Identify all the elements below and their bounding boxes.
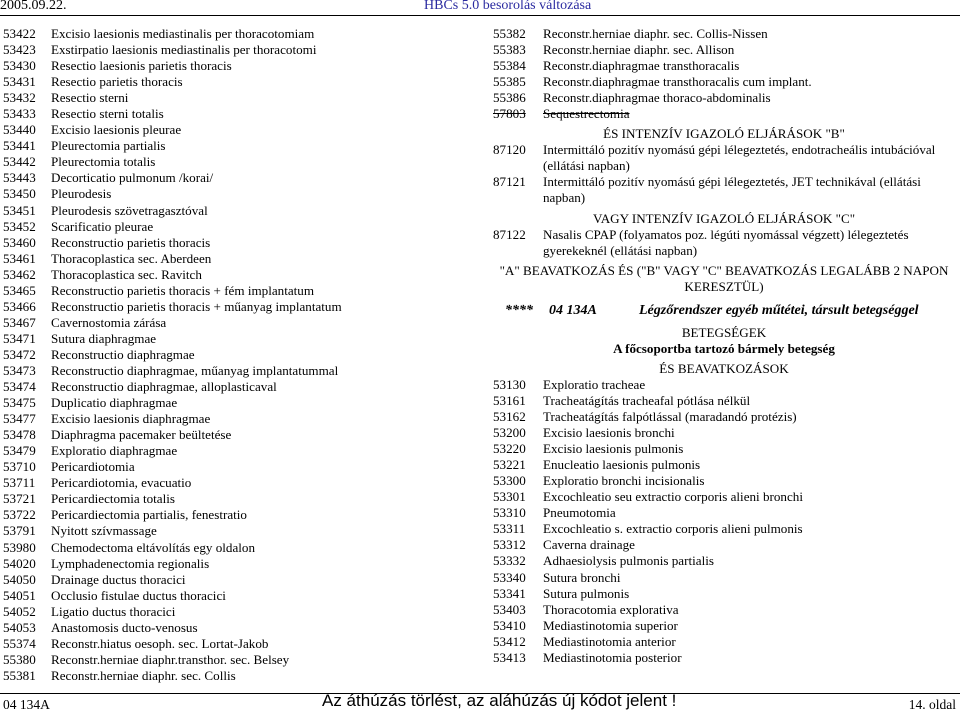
procedure-code: 53311 xyxy=(493,521,526,537)
list-item xyxy=(3,170,473,186)
list-item xyxy=(3,154,473,170)
list-item xyxy=(493,142,955,174)
list-item xyxy=(493,393,955,409)
procedure-code: 55382 xyxy=(493,26,526,41)
list-item xyxy=(493,489,955,505)
right-top-list xyxy=(493,26,955,122)
procedure-name: Cavernostomia zárása xyxy=(51,314,167,330)
procedure-name: Resectio sterni xyxy=(51,90,129,106)
procedure-code: 55380 xyxy=(3,651,36,667)
procedure-code: 53310 xyxy=(493,505,526,521)
patients-heading: BETEGSÉGEK xyxy=(681,324,767,340)
list-item xyxy=(3,523,473,539)
procedure-code: 53442 xyxy=(3,154,36,170)
list-item xyxy=(3,251,473,267)
procedure-code: 53466 xyxy=(3,298,36,314)
list-item xyxy=(493,106,955,122)
left-column xyxy=(3,26,473,684)
list-item xyxy=(3,588,473,604)
list-item xyxy=(493,602,955,618)
procedure-code: 53477 xyxy=(3,411,36,427)
procedure-name: Pneumotomia xyxy=(543,505,616,521)
procedure-name: Nasalis CPAP (folyamatos poz. légúti nyomással végzett) lélegeztetés gyerekeknél (ellátási napban) xyxy=(543,226,909,258)
procedure-name: Intermittáló pozitív nyomású gépi lélegeztetés, endotracheális intubációval (ellátási napban) xyxy=(543,142,936,174)
procedure-code: 53475 xyxy=(3,395,36,411)
group-code: 04 134A xyxy=(549,302,597,318)
procedure-name: Excochleatio s. extractio corporis alieni pulmonis xyxy=(543,521,803,537)
list-item xyxy=(493,441,955,457)
procedure-name: Exploratio tracheae xyxy=(543,376,646,392)
list-item xyxy=(3,203,473,219)
procedure-code: 87121 xyxy=(493,174,526,190)
procedure-name: Excisio laesionis pulmonis xyxy=(543,441,684,457)
procedure-name: Pleurodesis xyxy=(51,186,112,202)
procedure-name: Exstirpatio laesionis mediastinalis per thoracotomi xyxy=(51,42,317,58)
procedure-code: 53221 xyxy=(493,457,526,473)
procedure-name: Reconstr.herniae diaphr. sec. Allison xyxy=(543,42,735,58)
list-item xyxy=(3,42,473,58)
procedure-name: Adhaesiolysis pulmonis partialis xyxy=(543,553,714,569)
procedure-code: 53980 xyxy=(3,539,36,555)
list-item xyxy=(3,138,473,154)
procedure-name: Resectio parietis thoracis xyxy=(51,74,183,90)
list-item xyxy=(493,586,955,602)
list-item xyxy=(3,443,473,459)
list-item xyxy=(3,491,473,507)
footer-code: 04 134A xyxy=(3,697,50,712)
rule-note: "A" BEAVATKOZÁS ÉS ("B" VAGY "C" BEAVATKOZÁS LEGALÁBB 2 NAPON KERESZTÜL) xyxy=(499,262,949,294)
procedure-code: 87120 xyxy=(493,142,526,158)
right-column xyxy=(493,26,955,666)
procedure-name: Nyitott szívmassage xyxy=(51,523,157,539)
procedure-name: Excisio laesionis pleurae xyxy=(51,122,182,138)
list-item xyxy=(3,106,473,122)
procedure-name: Pericardiotomia, evacuatio xyxy=(51,475,192,491)
procedure-name: Pleurodesis szövetragasztóval xyxy=(51,202,208,218)
procedures-heading: ÉS BEAVATKOZÁSOK xyxy=(659,360,789,376)
header-title: HBCs 5.0 besorolás változása xyxy=(424,0,592,13)
procedure-code: 53450 xyxy=(3,186,36,202)
procedure-code: 53130 xyxy=(493,376,526,392)
list-item xyxy=(3,235,473,251)
list-item xyxy=(3,26,473,42)
procedure-name: Pleurectomia partialis xyxy=(51,138,166,154)
procedure-code: 53478 xyxy=(3,427,36,443)
list-item xyxy=(3,556,473,572)
procedure-name: Occlusio fistulae ductus thoracici xyxy=(51,587,226,603)
procedure-code: 53711 xyxy=(3,475,36,491)
procedure-code: 53413 xyxy=(493,649,526,665)
list-item xyxy=(493,42,955,58)
procedure-name: Sequestrectomia xyxy=(543,106,630,122)
procedure-code: 53721 xyxy=(3,491,36,507)
list-item xyxy=(3,122,473,138)
procedure-name: Mediastinotomia superior xyxy=(543,617,678,633)
procedure-code: 53467 xyxy=(3,314,36,330)
procedure-code: 87122 xyxy=(493,226,526,242)
procedure-name: Mediastinotomia posterior xyxy=(543,649,682,665)
procedure-name: Diaphragma pacemaker beültetése xyxy=(51,427,232,443)
procedure-code: 53340 xyxy=(493,569,526,585)
procedure-code: 54051 xyxy=(3,587,36,603)
footer-page-number: 14. oldal xyxy=(908,697,956,712)
procedure-code: 53471 xyxy=(3,330,36,346)
list-item xyxy=(493,26,955,42)
list-item xyxy=(493,74,955,90)
list-item xyxy=(493,227,955,259)
list-item xyxy=(3,636,473,652)
procedure-name: Enucleatio laesionis pulmonis xyxy=(543,457,701,473)
procedure-code: 57803 xyxy=(493,106,526,122)
procedure-code: 53722 xyxy=(3,507,36,523)
procedure-code: 53465 xyxy=(3,282,36,298)
procedure-code: 53710 xyxy=(3,459,36,475)
icu-c-heading: VAGY INTENZÍV IGAZOLÓ ELJÁRÁSOK "C" xyxy=(592,210,856,226)
procedure-name: Drainage ductus thoracici xyxy=(51,571,186,587)
procedure-code: 53332 xyxy=(493,553,526,569)
procedure-code: 53162 xyxy=(493,409,526,425)
list-item xyxy=(493,618,955,634)
procedure-name: Reconstructio parietis thoracis xyxy=(51,234,211,250)
procedure-name: Tracheatágítás tracheafal pótlása nélkül xyxy=(543,392,751,408)
list-item xyxy=(493,377,955,393)
list-item xyxy=(493,90,955,106)
procedure-name: Pericardiotomia xyxy=(51,459,135,475)
list-item xyxy=(493,457,955,473)
group-stars: **** xyxy=(505,302,533,318)
procedure-code: 53301 xyxy=(493,489,526,505)
procedure-code: 53431 xyxy=(3,74,36,90)
procedure-name: Reconstructio diaphragmae, alloplasticaval xyxy=(51,379,277,395)
list-item xyxy=(493,570,955,586)
list-item xyxy=(493,650,955,666)
procedure-code: 53440 xyxy=(3,122,36,138)
procedure-name: Thoracoplastica sec. Aberdeen xyxy=(51,250,212,266)
patients-subheading: A főcsoportba tartozó bármely betegség xyxy=(613,340,835,356)
procedure-name: Mediastinotomia anterior xyxy=(543,633,676,649)
procedure-code: 53479 xyxy=(3,443,36,459)
group-heading xyxy=(493,303,955,319)
list-item xyxy=(493,521,955,537)
procedure-code: 53403 xyxy=(493,601,526,617)
list-item xyxy=(3,507,473,523)
procedure-code: 53430 xyxy=(3,58,36,74)
list-item xyxy=(493,553,955,569)
procedure-code: 54053 xyxy=(3,619,36,635)
right-bottom-list xyxy=(493,377,955,666)
list-item xyxy=(3,427,473,443)
procedure-code: 53341 xyxy=(493,585,526,601)
procedure-code: 53474 xyxy=(3,379,36,395)
procedure-name: Chemodectoma eltávolítás egy oldalon xyxy=(51,539,255,555)
procedure-name: Exploratio bronchi incisionalis xyxy=(543,473,705,489)
header-divider xyxy=(0,15,960,16)
procedure-code: 55374 xyxy=(3,635,36,651)
procedure-code: 53462 xyxy=(3,266,36,282)
procedure-code: 53312 xyxy=(493,537,526,553)
procedure-code: 53410 xyxy=(493,617,526,633)
list-item xyxy=(3,283,473,299)
procedure-name: Sutura bronchi xyxy=(543,569,621,585)
footer-note: Az áthúzás törlést, az aláhúzás új kódot jelent ! xyxy=(322,691,677,710)
procedure-code: 55385 xyxy=(493,74,526,90)
list-item xyxy=(3,58,473,74)
procedure-code: 53432 xyxy=(3,90,36,106)
procedure-name: Pericardiectomia partialis, fenestratio xyxy=(51,507,247,523)
list-item xyxy=(493,174,955,206)
list-item xyxy=(3,475,473,491)
procedure-name: Decorticatio pulmonum /korai/ xyxy=(51,170,214,186)
procedure-name: Excisio laesionis diaphragmae xyxy=(51,411,211,427)
list-item xyxy=(3,299,473,315)
procedure-name: Reconstr.herniae diaphr. sec. Collis-Nissen xyxy=(543,26,768,41)
procedure-name: Reconstr.diaphragmae transthoracalis cum implant. xyxy=(543,74,812,90)
list-item xyxy=(3,540,473,556)
list-item xyxy=(3,620,473,636)
list-item xyxy=(493,58,955,74)
list-item xyxy=(493,409,955,425)
procedure-name: Intermittáló pozitív nyomású gépi lélegeztetés, JET technikával (ellátási napban) xyxy=(543,174,921,206)
list-item xyxy=(3,331,473,347)
procedure-name: Excochleatio seu extractio corporis alieni bronchi xyxy=(543,489,803,505)
list-item xyxy=(493,505,955,521)
procedure-code: 53441 xyxy=(3,138,36,154)
procedure-name: Tracheatágítás falpótlással (maradandó protézis) xyxy=(543,409,797,425)
procedure-code: 53220 xyxy=(493,441,526,457)
procedure-name: Reconstr.hiatus oesoph. sec. Lortat-Jakob xyxy=(51,635,269,651)
procedure-name: Reconstr.diaphragmae thoraco-abdominalis xyxy=(543,90,771,106)
procedure-code: 55383 xyxy=(493,42,526,58)
procedure-name: Ligatio ductus thoracici xyxy=(51,603,176,619)
procedure-name: Excisio laesionis bronchi xyxy=(543,425,675,441)
procedure-code: 54052 xyxy=(3,603,36,619)
procedure-code: 53300 xyxy=(493,473,526,489)
list-item xyxy=(3,74,473,90)
procedure-code: 53473 xyxy=(3,362,36,378)
procedure-name: Thoracoplastica sec. Ravitch xyxy=(51,266,202,282)
procedure-name: Sutura diaphragmae xyxy=(51,330,157,346)
procedure-code: 53791 xyxy=(3,523,36,539)
list-item xyxy=(3,315,473,331)
procedure-name: Reconstructio diaphragmae, műanyag implantatummal xyxy=(51,362,339,378)
list-item xyxy=(493,634,955,650)
procedure-code: 53422 xyxy=(3,26,36,41)
list-item xyxy=(3,604,473,620)
procedure-name: Reconstructio parietis thoracis + műanyag implantatum xyxy=(51,298,342,314)
procedure-code: 54020 xyxy=(3,555,36,571)
procedure-name: Pericardiectomia totalis xyxy=(51,491,175,507)
procedure-name: Lymphadenectomia regionalis xyxy=(51,555,210,571)
list-item xyxy=(3,347,473,363)
procedure-name: Pleurectomia totalis xyxy=(51,154,156,170)
list-item xyxy=(493,425,955,441)
procedure-name: Thoracotomia explorativa xyxy=(543,601,679,617)
procedure-code: 53472 xyxy=(3,346,36,362)
icu-b-list xyxy=(493,142,955,206)
procedure-code: 53461 xyxy=(3,250,36,266)
procedure-name: Excisio laesionis mediastinalis per thoracotomiam xyxy=(51,26,315,41)
procedure-code: 53161 xyxy=(493,392,526,408)
list-item xyxy=(3,186,473,202)
icu-b-heading: ÉS INTENZÍV IGAZOLÓ ELJÁRÁSOK "B" xyxy=(603,126,845,142)
list-item xyxy=(3,652,473,668)
procedure-name: Scarificatio pleurae xyxy=(51,218,154,234)
procedure-name: Reconstructio parietis thoracis + fém implantatum xyxy=(51,282,315,298)
list-item xyxy=(3,219,473,235)
procedure-name: Reconstr.diaphragmae transthoracalis xyxy=(543,58,740,74)
procedure-code: 55386 xyxy=(493,90,526,106)
procedure-name: Sutura pulmonis xyxy=(543,585,630,601)
procedure-name: Anastomosis ducto-venosus xyxy=(51,619,198,635)
procedure-name: Resectio sterni totalis xyxy=(51,106,164,122)
procedure-name: Exploratio diaphragmae xyxy=(51,443,178,459)
list-item xyxy=(3,668,473,684)
list-item xyxy=(3,411,473,427)
list-item xyxy=(493,537,955,553)
header-date: 2005.09.22. xyxy=(0,0,67,13)
list-item xyxy=(3,267,473,283)
procedure-code: 53452 xyxy=(3,218,36,234)
list-item xyxy=(3,459,473,475)
list-item xyxy=(493,473,955,489)
procedure-code: 53412 xyxy=(493,633,526,649)
procedure-code: 53200 xyxy=(493,425,526,441)
procedure-code: 53423 xyxy=(3,42,36,58)
procedure-name: Caverna drainage xyxy=(543,537,635,553)
procedure-code: 54050 xyxy=(3,571,36,587)
procedure-code: 53433 xyxy=(3,106,36,122)
procedure-name: Reconstr.herniae diaphr. sec. Collis xyxy=(51,667,236,683)
procedure-name: Resectio laesionis parietis thoracis xyxy=(51,58,232,74)
procedure-name: Duplicatio diaphragmae xyxy=(51,395,178,411)
list-item xyxy=(3,572,473,588)
list-item xyxy=(3,395,473,411)
procedure-code: 55384 xyxy=(493,58,526,74)
list-item xyxy=(3,363,473,379)
procedure-name: Reconstr.herniae diaphr.transthor. sec. Belsey xyxy=(51,651,290,667)
procedure-code: 53451 xyxy=(3,202,36,218)
procedure-name: Reconstructio diaphragmae xyxy=(51,346,195,362)
procedure-code: 55381 xyxy=(3,667,36,683)
list-item xyxy=(3,379,473,395)
procedure-code: 53460 xyxy=(3,234,36,250)
list-item xyxy=(3,90,473,106)
group-title: Légzőrendszer egyéb műtétei, társult betegséggel xyxy=(639,302,919,318)
icu-c-list xyxy=(493,227,955,259)
procedure-code: 53443 xyxy=(3,170,36,186)
